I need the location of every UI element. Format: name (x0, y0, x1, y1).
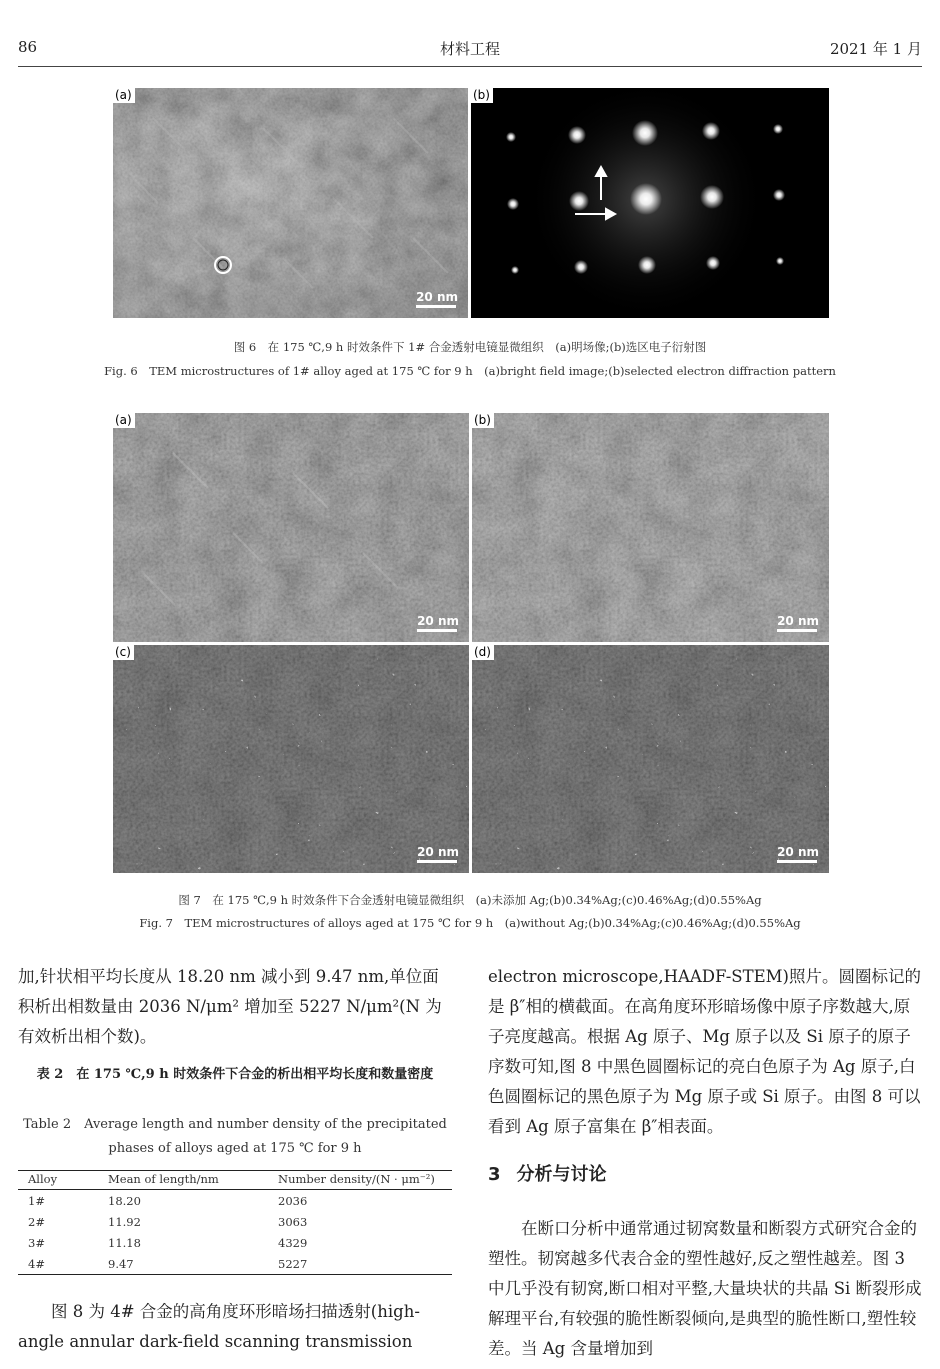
table-row (18, 1232, 452, 1253)
panel-label: (b) (472, 413, 494, 428)
tem-image (472, 645, 829, 873)
panel-label: (b) (471, 88, 493, 103)
tem-image (113, 413, 469, 642)
table2-title-zh: 表 2 在 175 ℃,9 h 时效条件下合金的析出相平均长度和数量密度 (36, 1067, 434, 1082)
diffraction-pattern (471, 88, 829, 318)
scale-bar: 20 nm (777, 614, 819, 632)
fig7-panel-a (113, 413, 469, 642)
panel-label: (c) (113, 645, 134, 660)
cell: 3# (28, 1235, 45, 1250)
left-paragraph-2: 图 8 为 4# 合金的高角度环形暗场扫描透射(high-angle annular dark-field scanning transmission (18, 1302, 420, 1351)
cell: 5227 (268, 1253, 452, 1275)
header-rule (18, 66, 922, 67)
fig7-caption-en: Fig. 7 TEM microstructures of alloys aged at 175 ℃ for 9 h (a)without Ag;(b)0.34%Ag;(c)0.46%Ag;(d)0.55%Ag (139, 916, 801, 930)
fig6-panel-b (471, 88, 829, 318)
panel-label: (a) (113, 88, 135, 103)
journal-title: 材料工程 (439, 40, 500, 58)
cell: 11.92 (108, 1214, 141, 1229)
section-heading (488, 1160, 623, 1186)
right-paragraph-1: electron microscope,HAADF-STEM)照片。圆圈标记的是 β″相的横截面。在高角度环形暗场像中原子序数越大,原子亮度越高。根据 Ag 原子、Mg 原子以及 Si 原子的原子序数可知,图 8 中黑色圆圈标记的亮白色原子为 Ag 原子,白色圆圈标记的黑色原子为 Mg 原子或 Si 原子。由图 8 可以看到 Ag 原子富集在 β″相表面。 (488, 967, 921, 1136)
fig6-caption-en: Fig. 6 TEM microstructures of 1# alloy aged at 175 ℃ for 9 h (a)bright field image;(b)selected electron diffraction pattern (104, 364, 836, 378)
scale-bar: 20 nm (777, 845, 819, 863)
fig7-panel-c (113, 645, 469, 873)
cell: 18.20 (108, 1193, 141, 1208)
scale-bar: 20 nm (417, 614, 459, 632)
cell: 4329 (278, 1235, 308, 1250)
fig6-panel-a (113, 88, 468, 318)
cell: 4# (18, 1253, 98, 1275)
cell: 11.18 (108, 1235, 141, 1250)
cell: 1# (28, 1193, 45, 1208)
page-number: 86 (18, 38, 38, 56)
col-header: Alloy (18, 1171, 98, 1190)
table-row (18, 1190, 452, 1212)
bright-field-image (113, 88, 468, 318)
scale-bar: 20 nm (417, 845, 459, 863)
cell: 3063 (278, 1214, 308, 1229)
table2-title-en: Table 2 Average length and number density of the precipitated phases of alloys aged at 175 ℃ for 9 h (23, 1117, 447, 1156)
cell: 2# (28, 1214, 45, 1229)
cell: 9.47 (98, 1253, 268, 1275)
col-header: Mean of length/nm (98, 1171, 268, 1190)
col-header: Number density/(N · μm⁻²) (268, 1171, 452, 1190)
cell: 2036 (278, 1193, 308, 1208)
section-title: 分析与讨论 (516, 1164, 607, 1185)
fig7-panel-d (472, 645, 829, 873)
table-row (18, 1211, 452, 1232)
fig6-caption-zh: 图 6 在 175 ℃,9 h 时效条件下 1# 合金透射电镜显微组织 (a)明场像;(b)选区电子衍射图 (233, 340, 707, 354)
panel-label: (a) (113, 413, 135, 428)
table-header-row (18, 1171, 452, 1190)
scale-bar: 20 nm (416, 290, 458, 308)
section-number: 3 (488, 1164, 501, 1185)
tem-image (113, 645, 469, 873)
table2 (18, 1170, 452, 1275)
right-paragraph-2: 在断口分析中通常通过韧窝数量和断裂方式研究合金的塑性。韧窝越多代表合金的塑性越好,反之塑性越差。图 3 中几乎没有韧窝,断口相对平整,大量块状的共晶 Si 断裂形成解理平台,有较强的脆性断裂倾向,是典型的脆性断口,塑性较差。当 Ag 含量增加到 (488, 1219, 922, 1358)
left-paragraph-1: 加,针状相平均长度从 18.20 nm 减小到 9.47 nm,单位面积析出相数量由 2036 N/μm² 增加至 5227 N/μm²(N 为有效析出相个数)。 (18, 967, 442, 1046)
fig7-caption-zh: 图 7 在 175 ℃,9 h 时效条件下合金透射电镜显微组织 (a)未添加 Ag;(b)0.34%Ag;(c)0.46%Ag;(d)0.55%Ag (178, 893, 762, 907)
table-row (18, 1253, 452, 1275)
panel-label: (d) (472, 645, 494, 660)
fig7-panel-b (472, 413, 829, 642)
issue-date: 2021 年 1 月 (829, 40, 922, 58)
tem-image (472, 413, 829, 642)
